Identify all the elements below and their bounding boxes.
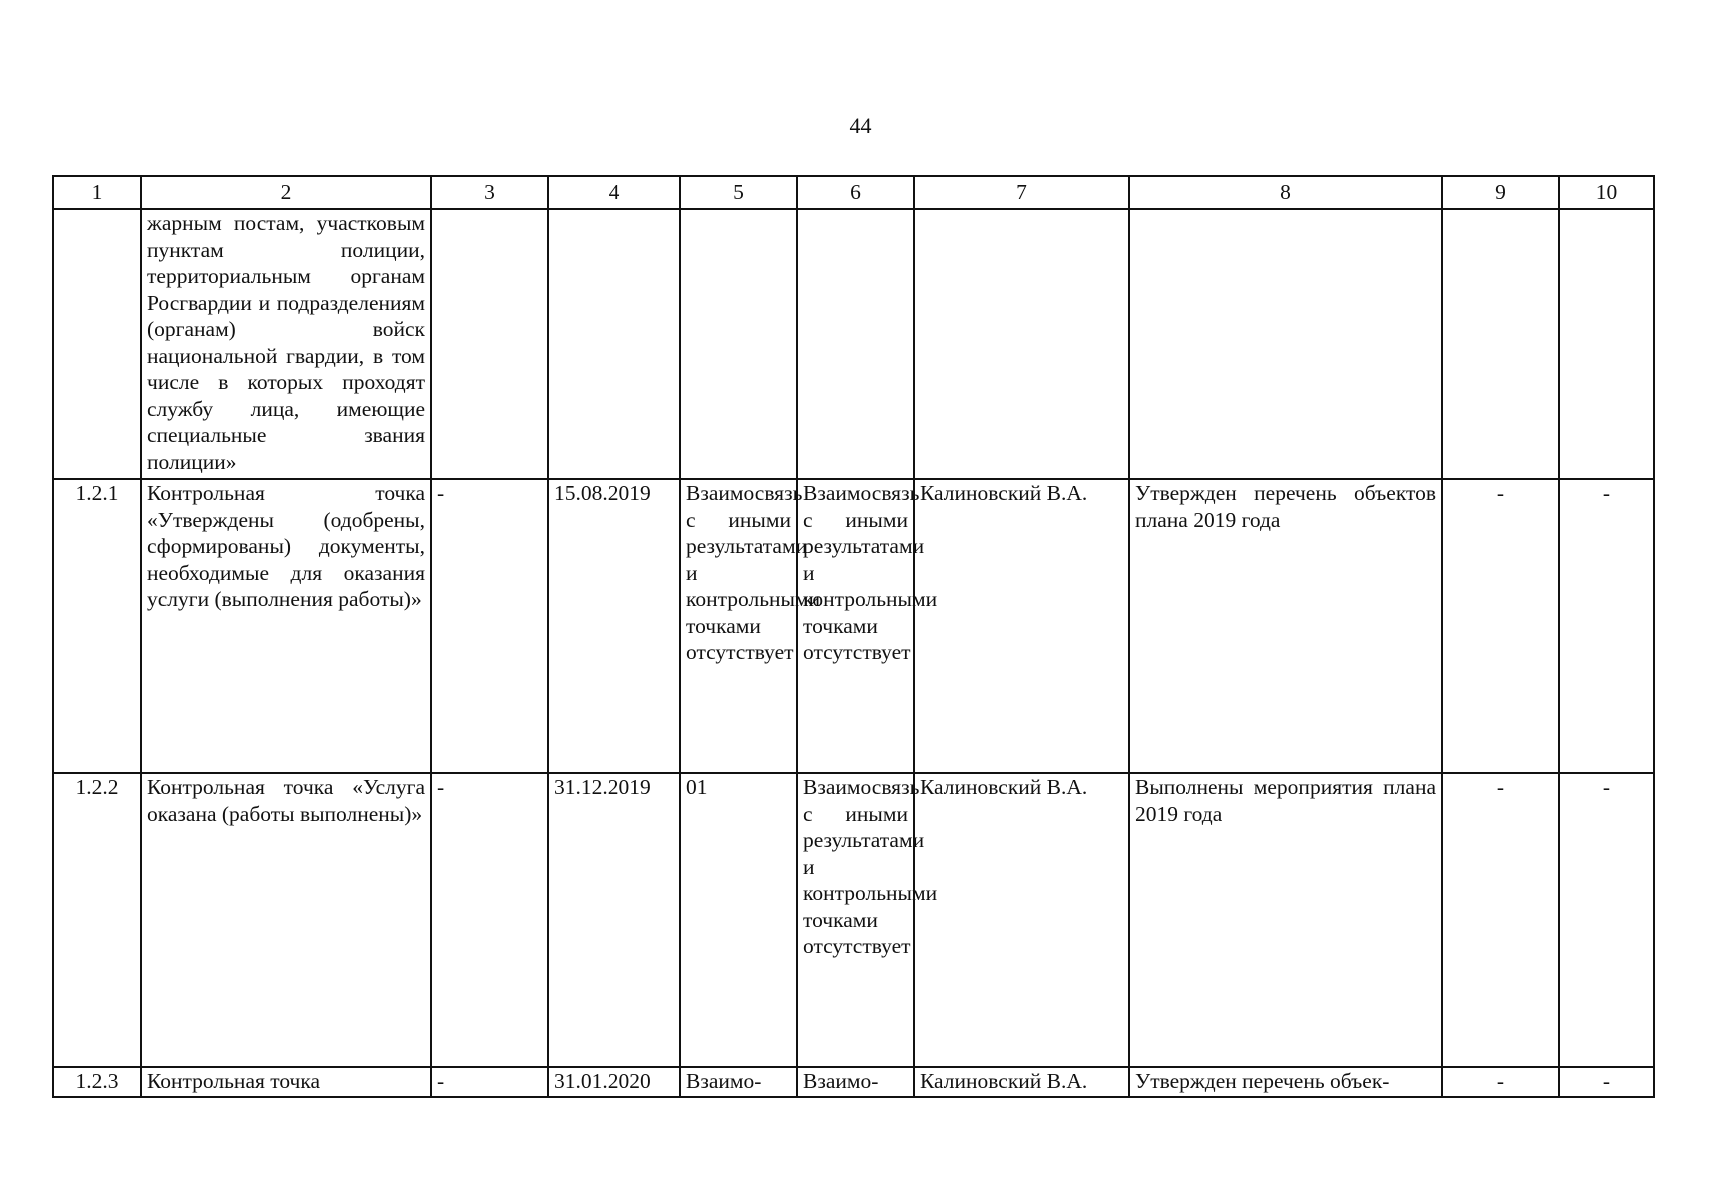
- row-date: [548, 209, 680, 479]
- row-number: 1.2.3: [53, 1067, 141, 1097]
- column-header-4: 4: [548, 176, 680, 209]
- row-col10: [1559, 209, 1654, 479]
- row-col5: Взаимо-: [680, 1067, 797, 1097]
- row-number: 1.2.1: [53, 479, 141, 773]
- row-result: Выполнены мероприятия плана 2019 года: [1129, 773, 1442, 1067]
- column-header-5: 5: [680, 176, 797, 209]
- row-col3: -: [431, 1067, 548, 1097]
- row-col5: [680, 209, 797, 479]
- column-header-1: 1: [53, 176, 141, 209]
- row-col6: Взаимо-: [797, 1067, 914, 1097]
- row-col6: Взаимосвязь с иными результатами и контрольными точками отсутствует: [797, 479, 914, 773]
- table-row: [53, 479, 1654, 773]
- column-header-8: 8: [1129, 176, 1442, 209]
- row-col3: -: [431, 773, 548, 1067]
- row-description: жарным постам, участковым пунктам полиции, территориальным органам Росгвардии и подразделениям (органам) войск национальной гвардии, в том числе в которых проходят службу лица, имеющие специальные звания полиции»: [141, 209, 431, 479]
- table-row: [53, 773, 1654, 1067]
- column-header-2: 2: [141, 176, 431, 209]
- row-responsible: [914, 209, 1129, 479]
- row-number: 1.2.2: [53, 773, 141, 1067]
- row-col6: [797, 209, 914, 479]
- row-col5: Взаимосвязь с иными результатами и контрольными точками отсутствует: [680, 479, 797, 773]
- row-col5: 01: [680, 773, 797, 1067]
- table-row: [53, 1067, 1654, 1097]
- row-responsible: Калиновский В.А.: [914, 479, 1129, 773]
- row-col10: -: [1559, 1067, 1654, 1097]
- column-header-6: 6: [797, 176, 914, 209]
- row-date: 31.12.2019: [548, 773, 680, 1067]
- row-col10: -: [1559, 479, 1654, 773]
- row-col9: [1442, 209, 1559, 479]
- row-col3: -: [431, 479, 548, 773]
- row-date: 31.01.2020: [548, 1067, 680, 1097]
- row-number: [53, 209, 141, 479]
- control-points-table: [52, 175, 1655, 1098]
- row-description: Контрольная точка: [141, 1067, 431, 1097]
- column-header-9: 9: [1442, 176, 1559, 209]
- row-date: 15.08.2019: [548, 479, 680, 773]
- row-col9: -: [1442, 479, 1559, 773]
- row-result: Утвержден перечень объектов плана 2019 года: [1129, 479, 1442, 773]
- row-responsible: Калиновский В.А.: [914, 1067, 1129, 1097]
- page-number: 44: [849, 113, 872, 138]
- row-col9: -: [1442, 773, 1559, 1067]
- row-description: Контрольная точка «Утверждены (одобрены, сформированы) документы, необходимые для оказания услуги (выполнения работы)»: [141, 479, 431, 773]
- table-row: [53, 209, 1654, 479]
- row-responsible: Калиновский В.А.: [914, 773, 1129, 1067]
- column-header-10: 10: [1559, 176, 1654, 209]
- column-header-7: 7: [914, 176, 1129, 209]
- row-col9: -: [1442, 1067, 1559, 1097]
- row-description: Контрольная точка «Услуга оказана (работы выполнены)»: [141, 773, 431, 1067]
- column-header-3: 3: [431, 176, 548, 209]
- row-result: Утвержден перечень объек-: [1129, 1067, 1442, 1097]
- row-result: [1129, 209, 1442, 479]
- column-number-header-row: [53, 176, 1654, 209]
- row-col3: [431, 209, 548, 479]
- row-col10: -: [1559, 773, 1654, 1067]
- row-col6: Взаимосвязь с иными результатами и контрольными точками отсутствует: [797, 773, 914, 1067]
